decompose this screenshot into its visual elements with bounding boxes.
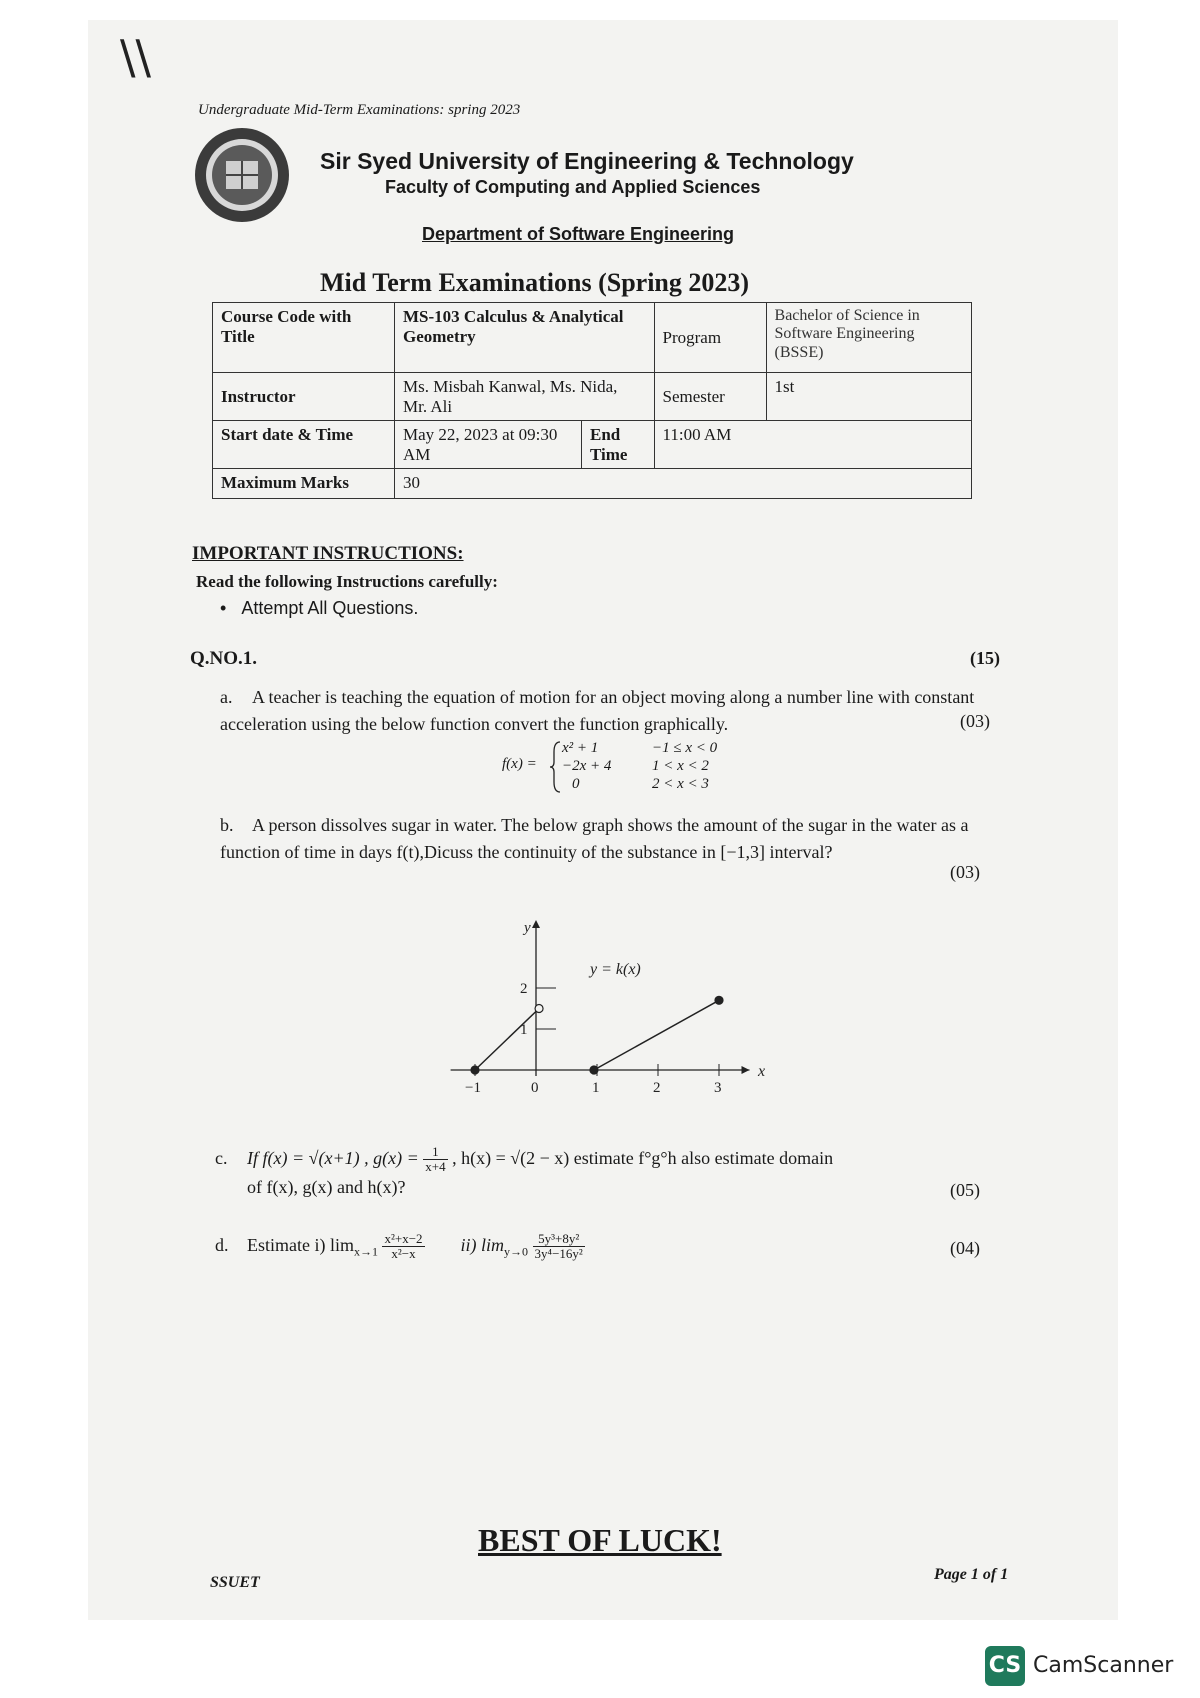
fraction-2-denominator: 3y⁴−16y² [534,1246,583,1262]
closed-point [715,996,723,1004]
fraction-denominator: x+4 [425,1159,446,1175]
piece-cond-2: 1 < x < 2 [652,758,709,774]
piece-cond-1: −1 ≤ x < 0 [652,740,718,756]
y-axis-arrow [532,920,540,928]
x-tick-label: 3 [714,1080,722,1096]
question-part-c [215,1145,1005,1201]
part-label: d. [215,1235,229,1255]
brace-icon [550,740,562,794]
function-name: f(x) = [502,756,537,772]
part-c-text-3: of f(x), g(x) and h(x)? [247,1177,406,1198]
part-b-marks: (03) [950,862,980,882]
part-d-marks: (04) [950,1238,980,1258]
question-part-b [220,812,990,866]
part-label: a. [220,687,233,707]
x-tick-label: 1 [592,1080,600,1096]
x-tick-label: 0 [531,1080,539,1096]
program-value: Bachelor of Science in Software Engineering (BSSE) [766,303,971,373]
exam-header-line: Undergraduate Mid-Term Examinations: spring 2023 [198,102,521,118]
fraction-2 [533,1232,585,1261]
exam-title: Mid Term Examinations (Spring 2023) [320,268,750,297]
university-name: Sir Syed University of Engineering & Technology [320,148,854,174]
fraction-1 [382,1232,424,1261]
piece-expr-3: 0 [572,776,580,792]
footer-left: SSUET [210,1574,260,1591]
piece-expr-1: x² + 1 [562,740,599,756]
handwritten-mark: \\ [120,30,151,84]
part-b-text: A person dissolves sugar in water. The below graph shows the amount of the sugar in the water as a function of time in days f(t),Dicuss the continuity of the substance in [−1,3] interval? [220,815,969,862]
start-label: Start date & Time [213,421,395,469]
y-axis-label: y [524,920,531,936]
instructor-label: Instructor [213,373,395,421]
part-a-text: A teacher is teaching the equation of motion for an object moving along a number line with constant acceleration using the below function convert the function graphically. [220,687,975,734]
open-point [535,1005,543,1013]
fraction-1-numerator: x²+x−2 [384,1231,423,1247]
max-marks-label: Maximum Marks [213,469,395,499]
x-tick-label: −1 [465,1080,481,1096]
closing-message: BEST OF LUCK! [478,1522,722,1558]
instruction-item [220,598,418,619]
x-axis-label: x [758,1063,766,1080]
instruction-text: Attempt All Questions. [241,598,419,618]
part-c-text-1: If f(x) = √(x+1) , g(x) = [247,1148,419,1168]
faculty-name: Faculty of Computing and Applied Sciences [385,177,761,197]
question-part-a [220,684,1010,738]
course-label: Course Code with Title [213,303,395,373]
question-number: Q.NO.1. [190,648,258,669]
part-label: c. [215,1148,228,1168]
piece-cond-3: 2 < x < 3 [652,776,709,792]
end-value: 11:00 AM [654,421,971,469]
closed-point [590,1066,598,1074]
x-tick-label: 2 [653,1080,661,1096]
x-axis-arrow [742,1066,750,1074]
max-marks-value: 30 [395,469,972,499]
y-tick-label: 2 [520,981,528,997]
fraction-1-denominator: x²−x [391,1246,416,1262]
start-value: May 22, 2023 at 09:30 AM [395,421,582,469]
part-c-marks: (05) [950,1180,980,1200]
graph-k-of-x [430,910,790,1105]
department-name: Department of Software Engineering [422,224,735,244]
part-d-text-1: Estimate i) lim [247,1235,354,1255]
part-d-text-2: ii) lim [460,1235,505,1255]
part-a-marks: (03) [960,711,990,731]
y-tick-label: 1 [520,1022,528,1038]
fraction-numerator: 1 [423,1145,447,1160]
course-value: MS-103 Calculus & Analytical Geometry [395,303,655,373]
bullet-icon: • [220,598,242,618]
closed-point [471,1066,479,1074]
end-label: End Time [582,421,655,469]
semester-label: Semester [654,373,766,421]
instructions-heading: IMPORTANT INSTRUCTIONS: [192,543,464,564]
semester-value: 1st [766,373,971,421]
question-marks: (15) [970,648,1000,668]
camscanner-brand: CamScanner [1033,1653,1174,1678]
piece-expr-2: −2x + 4 [562,758,612,774]
curve-label: y = k(x) [590,961,641,978]
camscanner-logo-icon: CS [985,1646,1025,1686]
series-line [594,1000,719,1070]
series-line [475,1009,539,1071]
part-c-text-2: , h(x) = √(2 − x) estimate f°g°h also estimate domain [452,1148,834,1168]
limit-subscript-2: y→0 [504,1244,529,1259]
part-label: b. [220,815,234,835]
instructor-value: Ms. Misbah Kanwal, Ms. Nida, Mr. Ali [395,373,655,421]
fraction-2-numerator: 5y³+8y² [533,1232,585,1247]
instructions-subheading: Read the following Instructions carefully: [196,572,498,591]
fraction [423,1145,447,1174]
university-seal-icon [192,125,292,225]
question-part-d [215,1232,1005,1266]
program-label: Program [654,303,766,373]
limit-subscript-1: x→1 [353,1244,378,1259]
page-number: Page 1 of 1 [934,1566,1009,1583]
graph-svg [430,910,790,1100]
course-info-table [212,302,972,499]
